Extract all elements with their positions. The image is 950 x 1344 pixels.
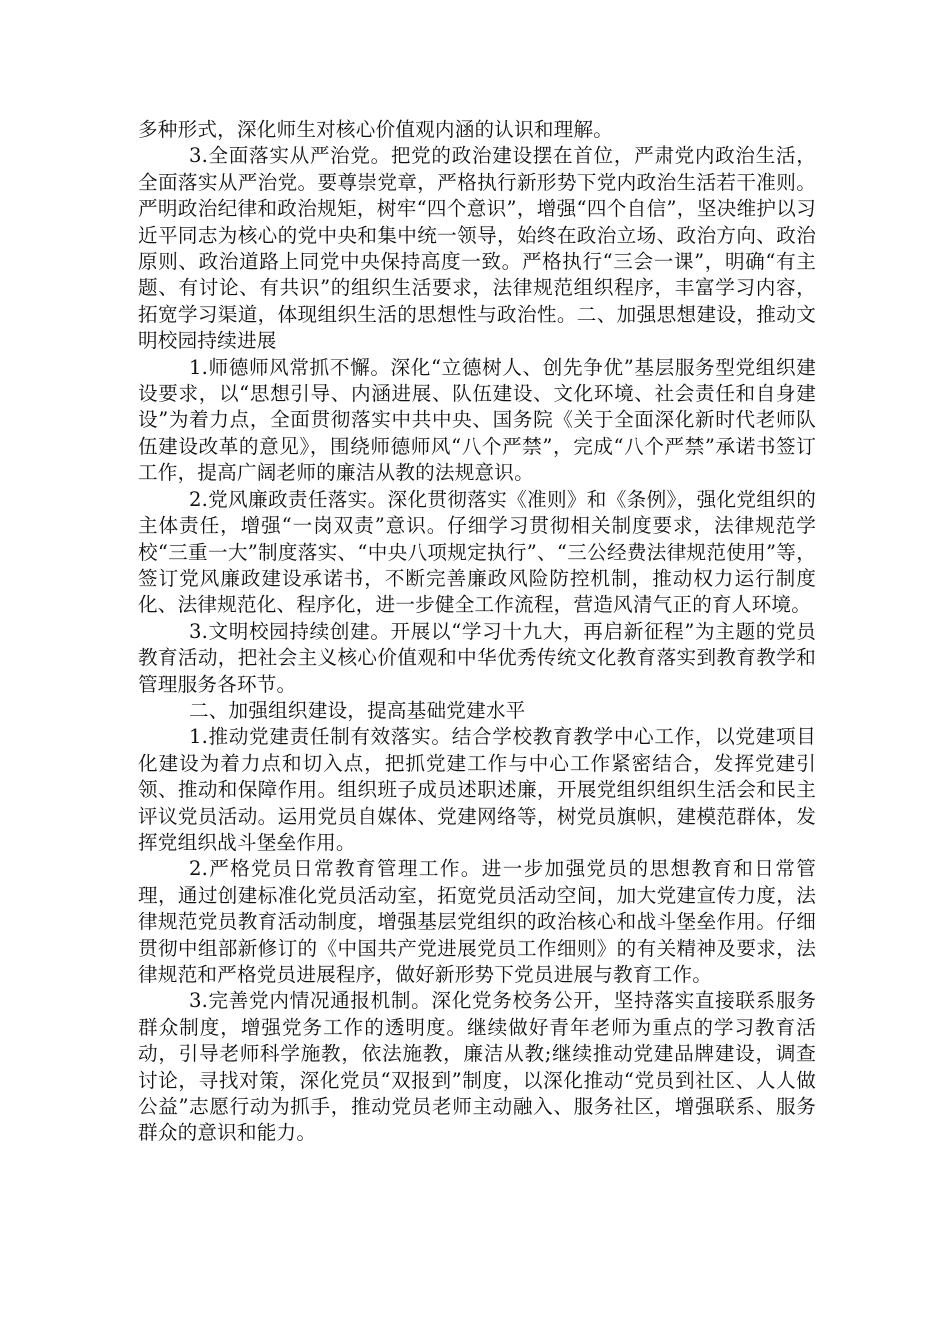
section-heading-organization: 二、加强组织建设，提高基础党建水平 [188,698,526,722]
paragraph-strict-party-governance: 3.全面落实从严治党。把党的政治建设摆在首位，严肃党内政治生活，全面落实从严治党。要尊崇党章，严格执行新形势下党内政治生活若干准则。严明政治纪律和政治规矩，树牢“四个意识”，增强“四个自信”，坚决维护以习近平同志为核心的党中央和集中统一领导，始终在政治立场、政治方向、政治原则、政治道路上同党中央保持高度一致。严格执行“三会一课”，明确“有主题、有讨论、有共识”的组织生活要求，法律规范组织程序，丰富学习内容，拓宽学习渠道，体现组织生活的思想性与政治性。二、加强思想建设，推动文明校园持续进展 [138,144,816,353]
paragraph-teacher-ethics: 1.师德师风常抓不懈。深化“立德树人、创先争优”基层服务型党组织建设要求，以“思想引导、内涵进展、队伍建设、文化环境、社会责任和自身建设”为着力点，全面贯彻落实中共中央、国务院《关于全面深化新时代老师队伍建设改革的意见》，围绕师德师风“八个严禁”，完成“八个严禁”承诺书签订工作，提高广阔老师的廉洁从教的法规意识。 [138,355,816,485]
paragraph-civilized-campus: 3.文明校园持续创建。开展以“学习十九大，再启新征程”为主题的党员教育活动，把社会主义核心价值观和中华优秀传统文化教育落实到教育教学和管理服务各环节。 [138,619,816,696]
paragraph-responsibility-system: 1.推动党建责任制有效落实。结合学校教育教学中心工作，以党建项目化建设为着力点和切入点，把抓党建工作与中心工作紧密结合，发挥党建引领、推动和保障作用。组织班子成员述职述廉，开展党组织组织生活会和民主评议党员活动。运用党员自媒体、党建网络等，树党员旗帜，建模范群体，发挥党组织战斗堡垒作用。 [138,725,816,854]
paragraph-reporting-mechanism: 3.完善党内情况通报机制。深化党务校务公开，坚持落实直接联系服务群众制度，增强党务工作的透明度。继续做好青年老师为重点的学习教育活动，引导老师科学施教，依法施教，廉洁从教;继续推动党建品牌建设，调查讨论，寻找对策，深化党员“双报到”制度，以深化推动“党员到社区、人人做公益”志愿行动为抓手，推动党员老师主动融入、服务社区，增强联系、服务群众的意识和能力。 [138,989,816,1145]
paragraph-clean-governance: 2.党风廉政责任落实。深化贯彻落实《准则》和《条例》，强化党组织的主体责任，增强“一岗双责”意识。仔细学习贯彻相关制度要求，法律规范学校“三重一大”制度落实、“中央八项规定执行”、“三公经费法律规范使用”等，签订党风廉政建设承诺书，不断完善廉政风险防控机制，推动权力运行制度化、法律规范化、程序化，进一步健全工作流程，营造风清气正的育人环境。 [138,487,816,617]
paragraph-continuation: 多种形式，深化师生对核心价值观内涵的认识和理解。 [138,118,614,141]
paragraph-member-management: 2.严格党员日常教育管理工作。进一步加强党员的思想教育和日常管理，通过创建标准化党员活动室，拓宽党员活动空间，加大党建宣传力度，法律规范党员教育活动制度，增强基层党组织的政治核心和战斗堡垒作用。仔细贯彻中组部新修订的《中国共产党进展党员工作细则》的有关精神及要求，法律规范和严格党员进展程序，做好新形势下党员进展与教育工作。 [138,857,816,986]
document-body [138,117,816,1147]
